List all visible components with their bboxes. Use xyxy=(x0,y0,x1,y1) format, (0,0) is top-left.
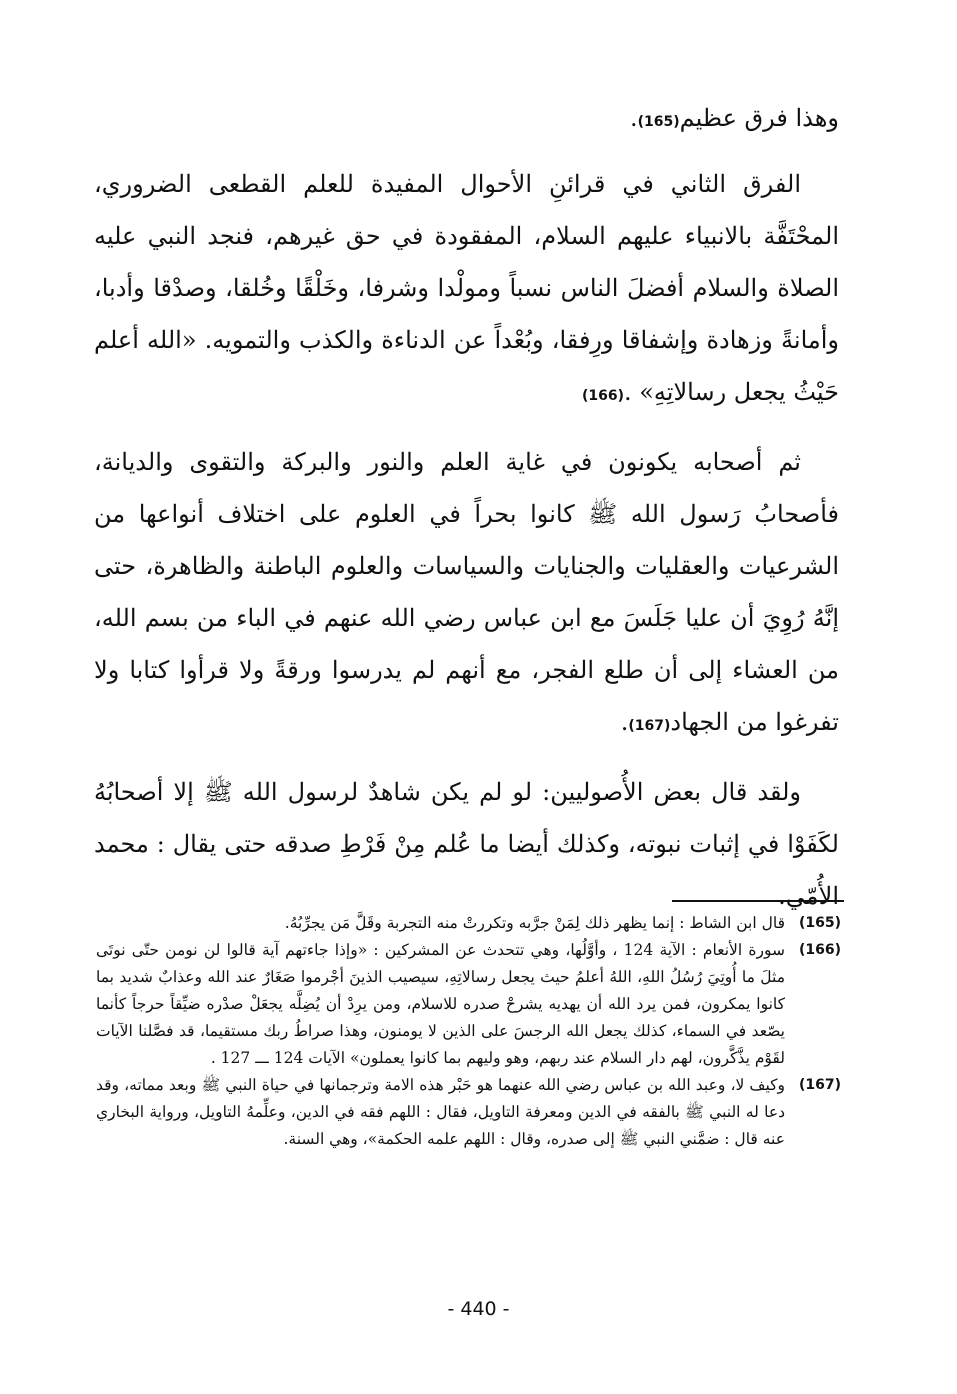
paragraph-usulis xyxy=(94,766,839,922)
paragraph-companions xyxy=(94,436,839,752)
footnote-ref-165: (165) xyxy=(637,114,680,130)
footnote-number: (166) xyxy=(798,942,841,958)
footnote-text: قال ابن الشاط : إنما يظهر ذلك لِمَنْ جرَّبه وتكررتْ منه التجربة وقَلَّ مَن يجرِّبُهُ. xyxy=(284,914,785,932)
paragraph-2-text: ثم أصحابه يكونون في غاية العلم والنور والبركة والتقوى والديانة، فأصحابُ رَسول الله ﷺ كانوا بحراً في العلوم على اختلاف أنواعها من الشرعيات والعقليات والجنايات والسياسات والعلوم الباطنة والظاهرة، حتى إنَّهُ رُوِيَ أن عليا جَلَسَ مع ابن عباس رضي الله عنهم في الباء من بسم الله، من العشاء إلى أن طلع الفجر، مع أنهم لم يدرسوا ورقةً ولا قرأوا كتابا ولا تفرغوا من الجهاد xyxy=(94,448,839,736)
footnote-number: (165) xyxy=(798,915,841,931)
footnote-ref-166: (166) xyxy=(581,388,624,404)
paragraph-1-text: الفرق الثاني في قرائنِ الأحوال المفيدة للعلم القطعى الضروري، المحْتَفَّة بالانبياء عليهم السلام، المفقودة في حق غيرهم، فنجد النبي عليه الصلاة والسلام أفضلَ الناس نسباً ومولْدا وشرفا، وخَلْقًا وخُلقا، وصدْقا وأدبا، وأمانةً وزهادة وإشفاقا ورِفقا، وبُعْداً عن الدناءة والكذب والتمويه. «الله أعلم حَيْثُ يجعل رسالاتِهِ» . xyxy=(94,170,839,406)
opening-line xyxy=(94,92,839,148)
footnote-text: وكيف لا، وعبد الله بن عباس رضي الله عنهما هو حَبْر هذه الامة وترجمانها في حياة النبي ﷺ وبعد مماته، وقد دعا له النبي ﷺ بالفقه في الدين ومعرفة التاويل، فقال : اللهم فقه في الدين، وعلِّمهُ التاويل، ورواية البخاري عنه قال : ضمَّني النبي ﷺ إلى صدره، وقال : اللهم علمه الحكمة»، وهي السنة. xyxy=(96,1076,785,1148)
main-text xyxy=(94,92,839,936)
footnote-165 xyxy=(96,910,841,937)
footnote-divider xyxy=(672,900,844,902)
footnote-166 xyxy=(96,937,841,1072)
footnotes xyxy=(96,910,841,1153)
opening-line-text: وهذا فرق عظيم xyxy=(679,104,839,132)
footnote-167 xyxy=(96,1072,841,1153)
paragraph-2-end: . xyxy=(620,708,629,736)
page-number: - 440 - xyxy=(447,1298,510,1320)
footnote-number: (167) xyxy=(798,1077,841,1093)
paragraph-second-difference xyxy=(94,158,839,422)
footnote-ref-167: (167) xyxy=(628,718,671,734)
opening-line-end: . xyxy=(629,104,638,132)
paragraph-3-text: ولقد قال بعض الأُصوليين: لو لم يكن شاهدٌ لرسول الله ﷺ إلا أصحابُهُ لكَفَوْا في إثبات نبوته، وكذلك أيضا ما عُلم مِنْ فَرْطِ صدقه حتى يقال : محمد الأُمّي. xyxy=(94,778,839,910)
footnote-text: سورة الأنعام : الآية 124 ، وأوَّلُها، وهي تتحدث عن المشركين : «وإذا جاءتهم آية قالوا لن نومن حتّى نوتَى مثلَ ما أُوتِيَ رُسُلُ اللهِ، اللهُ أعلمُ حيث يجعل رسالاتِهِ، سيصيب الذينَ أجْرموا صَغَارٌ عند الله وعذابٌ شديد بما كانوا يمكرون، فمن يرد الله أن يهديه يشرحْ صدره للاسلام، ومن يرِدْ أن يُضِلَّه يجعَلْ صدْره ضيِّقاً حرجاً كأنما يصّعد في السماء، كذلك يجعل الله الرجسَ على الذين لا يومنون، وهذا صراطُ ربك مستقيما، قد فصَّلنا الآيات لقَوْم يذَّكَّرون، لهم دار السلام عند ربهم، وهو وليهم بما كانوا يعملون» الآيات 124 ـــ 127 . xyxy=(96,941,785,1067)
